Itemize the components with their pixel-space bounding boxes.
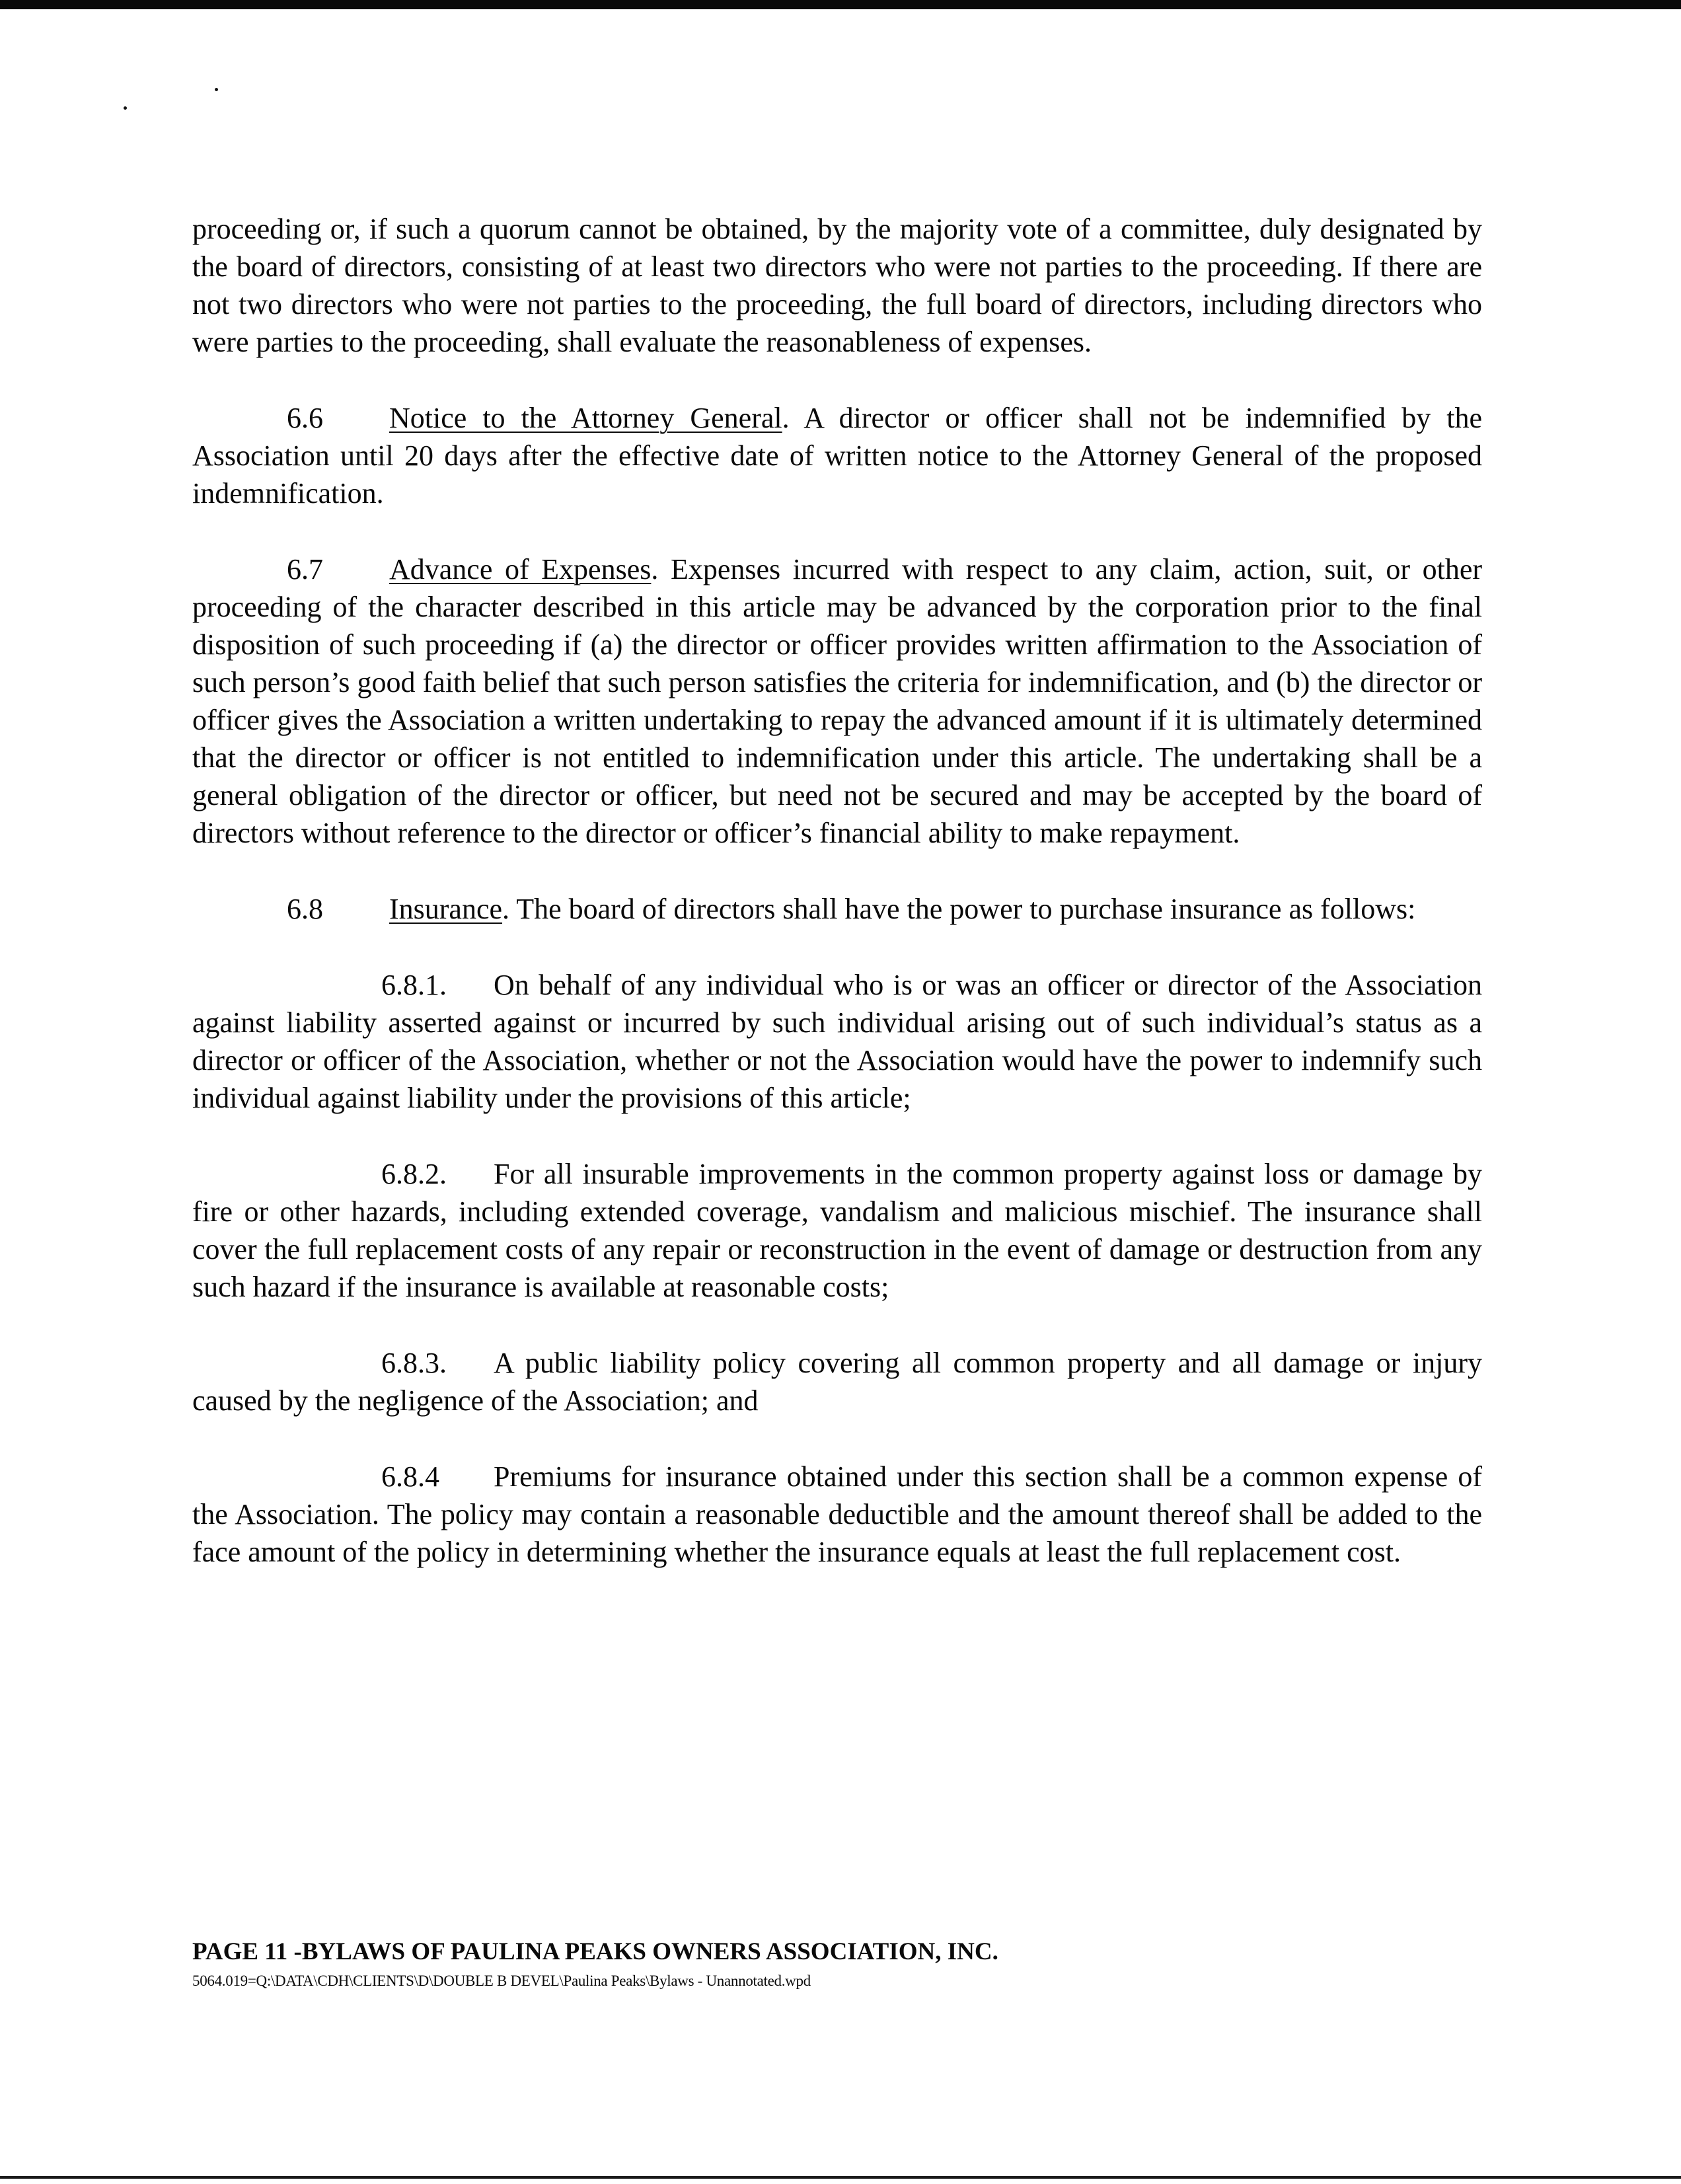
section-heading: Advance of Expenses: [389, 553, 652, 585]
subsection-text: For all insurable improvements in the common property against loss or damage by fire or other hazards, including extended coverage, vandalism and malicious mischief. The insurance shall cover the full replacement costs of any repair or reconstruction in the event of damage or destruction from any such hazard if the insurance is available at reasonable costs;: [192, 1158, 1482, 1303]
section-heading: Notice to the Attorney General: [389, 402, 782, 434]
section-number: 6.7: [287, 553, 323, 585]
section-text: . A director or officer shall not be indemnified by the Association until 20 days after the effective date of written notice to the Attorney General of the proposed indemnification.: [192, 402, 1482, 509]
subsection-6-8-3: [192, 1344, 1482, 1419]
scan-speck: [124, 106, 127, 110]
document-body: [192, 210, 1482, 1609]
subsection-text: On behalf of any individual who is or was an officer or director of the Association against liability asserted against or incurred by such individual arising out of such individual’s status as a director or officer of the Association, whether or not the Association would have the power to indemnify such individual against liability under the provisions of this article;: [192, 969, 1482, 1114]
subsection-6-8-2: [192, 1155, 1482, 1306]
section-number: 6.8: [287, 893, 323, 925]
section-6-8: [192, 890, 1482, 928]
section-number: 6.6: [287, 402, 323, 434]
subsection-number: 6.8.4: [381, 1460, 439, 1493]
subsection-6-8-1: [192, 966, 1482, 1117]
section-6-6: [192, 399, 1482, 512]
scan-edge-top: [0, 0, 1681, 9]
subsection-number: 6.8.2.: [381, 1158, 447, 1190]
page-footer-title: PAGE 11 -BYLAWS OF PAULINA PEAKS OWNERS ASSOCIATION, INC.: [192, 1938, 998, 1965]
scan-speck: [215, 88, 218, 91]
section-heading: Insurance: [389, 893, 503, 925]
subsection-6-8-4: [192, 1458, 1482, 1571]
scan-edge-bottom: [0, 2176, 1681, 2179]
page-footer-file-path: 5064.019=Q:\DATA\CDH\CLIENTS\D\DOUBLE B DEVEL\Paulina Peaks\Bylaws - Unannotated.wpd: [192, 1973, 811, 1989]
subsection-text: A public liability policy covering all common property and all damage or injury caused by the negligence of the Association; and: [192, 1347, 1482, 1417]
continuation-paragraph: proceeding or, if such a quorum cannot be obtained, by the majority vote of a committee, duly designated by the board of directors, consisting of at least two directors who were not parties to the proceeding. If there are not two directors who were not parties to the proceeding, the full board of directors, including directors who were parties to the proceeding, shall evaluate the reasonableness of expenses.: [192, 213, 1482, 358]
subsection-text: Premiums for insurance obtained under this section shall be a common expense of the Association. The policy may contain a reasonable deductible and the amount thereof shall be added to the face amount of the policy in determining whether the insurance equals at least the full replacement cost.: [192, 1460, 1482, 1568]
subsection-number: 6.8.3.: [381, 1347, 447, 1379]
section-6-7: [192, 550, 1482, 852]
section-text: . The board of directors shall have the power to purchase insurance as follows:: [502, 893, 1416, 925]
section-text: . Expenses incurred with respect to any claim, action, suit, or other proceeding of the character described in this article may be advanced by the corporation prior to the final disposition of such proceeding if (a) the director or officer provides written affirmation to the Association of such person’s good faith belief that such person satisfies the criteria for indemnification, and (b) the director or officer gives the Association a written undertaking to repay the advanced amount if it is ultimately determined that the director or officer is not entitled to indemnification under this article. The undertaking shall be a general obligation of the director or officer, but need not be secured and may be accepted by the board of directors without reference to the director or officer’s financial ability to make repayment.: [192, 553, 1482, 849]
subsection-number: 6.8.1.: [381, 969, 447, 1001]
